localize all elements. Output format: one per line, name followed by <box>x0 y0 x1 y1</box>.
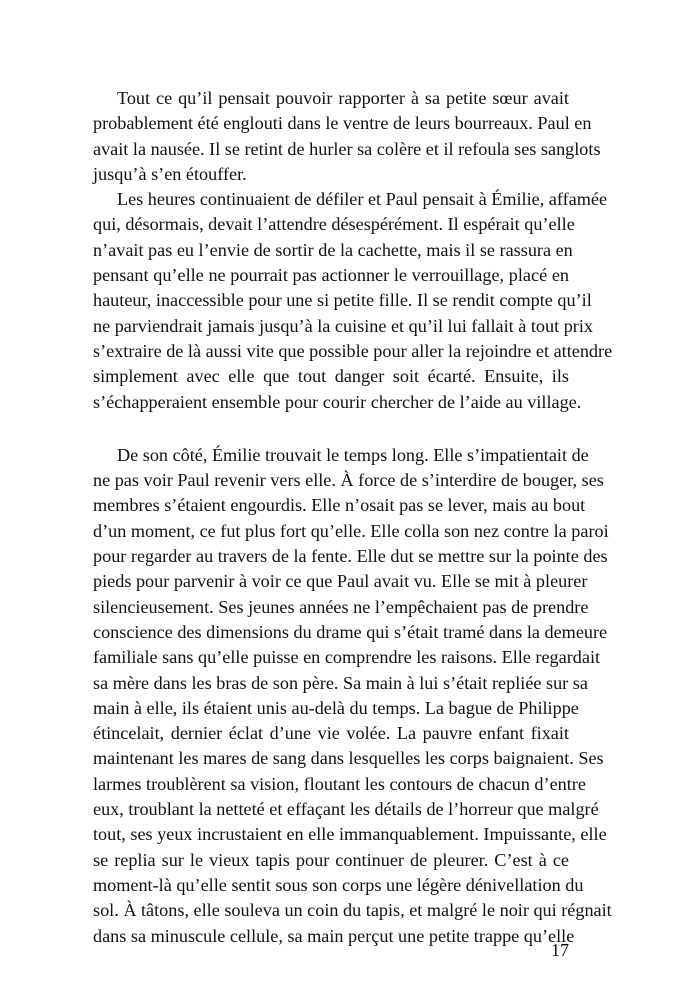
text-line: membres s’étaient engourdis. Elle n’osait pas se lever, mais au bout <box>93 495 586 516</box>
text-line: ne pas voir Paul revenir vers elle. À force de s’interdire de bouger, ses <box>93 470 604 491</box>
text-line: moment-là qu’elle sentit sous son corps une légère dénivellation du <box>93 874 584 895</box>
text-line: se replia sur le vieux tapis pour continuer de pleurer. C’est à ce <box>93 849 569 870</box>
text-line: avait la nausée. Il se retint de hurler sa colère et il refoula ses sanglots <box>93 138 601 159</box>
paragraph <box>93 86 601 187</box>
text-line: dans sa minuscule cellule, sa main perçut une petite trappe qu’elle <box>93 925 575 946</box>
text-line: hauteur, inaccessible pour une si petite fille. Il se rendit compte qu’il <box>93 290 592 311</box>
text-line: conscience des dimensions du drame qui s’était tramé dans la demeure <box>93 621 608 642</box>
text-line: maintenant les mares de sang dans lesquelles les corps baignaient. Ses <box>93 748 604 769</box>
text-line: De son côté, Émilie trouvait le temps long. Elle s’impatientait de <box>117 444 589 465</box>
text-line: s’extraire de là aussi vite que possible pour aller la rejoindre et attendre <box>93 340 613 361</box>
text-line: eux, troublant la netteté et effaçant les détails de l’horreur que malgré <box>93 799 599 820</box>
text-line: pieds pour parvenir à voir ce que Paul avait vu. Elle se mit à pleurer <box>93 571 588 592</box>
text-line: pensant qu’elle ne pourrait pas actionner le verrouillage, placé en <box>93 265 569 286</box>
text-line: probablement été englouti dans le ventre de leurs bourreaux. Paul en <box>93 113 592 134</box>
paragraph <box>93 443 612 949</box>
text-line: Les heures continuaient de défiler et Paul pensait à Émilie, affamée <box>117 189 608 210</box>
text-line: étincelait, dernier éclat d’une vie volée. La pauvre enfant fixait <box>93 723 569 744</box>
text-line: n’avait pas eu l’envie de sortir de la cachette, mais il se rassura en <box>93 239 573 260</box>
text-line: pour regarder au travers de la fente. Elle dut se mettre sur la pointe des <box>93 546 608 567</box>
text-line: s’échapperaient ensemble pour courir chercher de l’aide au village. <box>93 391 582 412</box>
text-line: tout, ses yeux incrustaient en elle immanquablement. Impuissante, elle <box>93 824 607 845</box>
text-line: sol. À tâtons, elle souleva un coin du tapis, et malgré le noir qui régnait <box>93 900 612 921</box>
page-body <box>93 86 613 949</box>
text-line: ne parviendrait jamais jusqu’à la cuisine et qu’il lui fallait à tout prix <box>93 315 594 336</box>
text-line: d’un moment, ce fut plus fort qu’elle. Elle colla son nez contre la paroi <box>93 520 609 541</box>
text-line: main à elle, ils étaient unis au-delà du temps. La bague de Philippe <box>93 697 579 718</box>
paragraph <box>93 187 613 415</box>
text-line: Tout ce qu’il pensait pouvoir rapporter à sa petite sœur avait <box>117 88 569 108</box>
text-line: familiale sans qu’elle puisse en comprendre les raisons. Elle regardait <box>93 647 601 668</box>
text-line: larmes troublèrent sa vision, floutant les contours de chacun d’entre <box>93 773 586 794</box>
text-line: jusqu’à s’en étouffer. <box>93 163 247 184</box>
page-number: 17 <box>551 940 569 960</box>
text-line: silencieusement. Ses jeunes années ne l’empêchaient pas de prendre <box>93 596 589 617</box>
text-line: sa mère dans les bras de son père. Sa main à lui s’était repliée sur sa <box>93 672 588 693</box>
text-line: simplement avec elle que tout danger soit écarté. Ensuite, ils <box>93 366 569 387</box>
text-line: qui, désormais, devait l’attendre désespérément. Il espérait qu’elle <box>93 214 575 235</box>
paragraph-break <box>93 415 569 443</box>
